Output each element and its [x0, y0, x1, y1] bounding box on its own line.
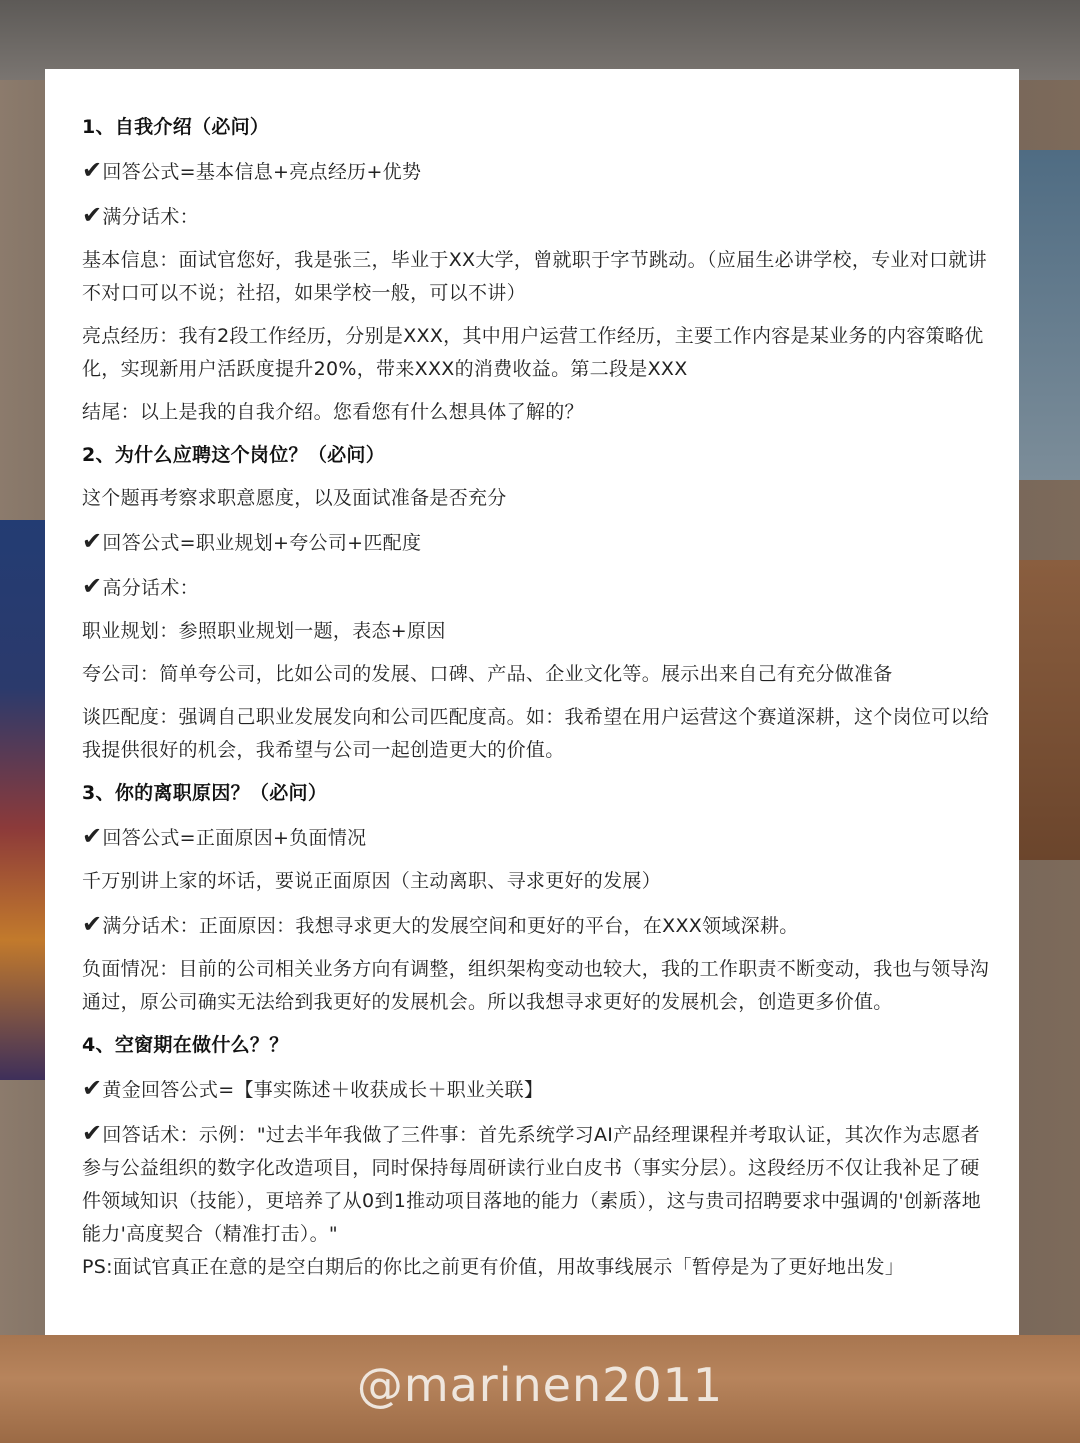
- section-heading-3: 3、你的离职原因？（必问）: [82, 782, 328, 804]
- check-item: ✔回答公式=正面原因+负面情况: [82, 822, 367, 850]
- check-icon: ✔: [82, 822, 103, 850]
- section-heading-1: 1、自我介绍（必问）: [82, 116, 270, 138]
- background-ceiling: [0, 0, 1080, 80]
- paragraph: 亮点经历：我有2段工作经历，分别是XXX，其中用户运营工作经历，主要工作内容是某业务的内容策略优化，实现新用户活跃度提升20%，带来XXX的消费收益。第二段是XXX: [82, 325, 984, 380]
- section-heading-4: 4、空窗期在做什么？？: [82, 1034, 289, 1056]
- paragraph: 千万别讲上家的坏话，要说正面原因（主动离职、寻求更好的发展）: [82, 870, 662, 892]
- background-window: [1018, 150, 1080, 480]
- check-item: ✔满分话术：: [82, 201, 199, 229]
- check-icon: ✔: [82, 1074, 103, 1102]
- check-icon: ✔: [82, 527, 103, 555]
- check-icon: ✔: [82, 572, 103, 600]
- paragraph: 基本信息：面试官您好，我是张三，毕业于XX大学，曾就职于字节跳动。（应届生必讲学校，专业对口就讲不对口可以不说；社招，如果学校一般，可以不讲）: [82, 249, 987, 304]
- check-item: ✔回答公式=基本信息+亮点经历+优势: [82, 156, 422, 184]
- check-item: ✔黄金回答公式=【事实陈述＋收获成长＋职业关联】: [82, 1074, 544, 1102]
- check-icon: ✔: [82, 156, 103, 184]
- paragraph: 夸公司：简单夸公司，比如公司的发展、口碑、产品、企业文化等。展示出来自己有充分做准备: [82, 663, 893, 685]
- paragraph: 这个题再考察求职意愿度，以及面试准备是否充分: [82, 487, 507, 509]
- check-item: ✔满分话术：正面原因：我想寻求更大的发展空间和更好的平台，在XXX领域深耕。: [82, 910, 799, 938]
- check-item: ✔回答话术：示例："过去半年我做了三件事：首先系统学习AI产品经理课程并考取认证，其次作为志愿者参与公益组织的数字化改造项目，同时保持每周研读行业白皮书（事实分层）。这段经历不仅让我补足了硬件领域知识（技能），更培养了从0到1推动项目落地的能力（素质），这与贵司招聘要求中强调的'创新落地能力'高度契合（精准打击）。": [82, 1119, 982, 1245]
- paragraph: 职业规划：参照职业规划一题，表态+原因: [82, 620, 446, 642]
- check-icon: ✔: [82, 1119, 103, 1147]
- paragraph: 负面情况：目前的公司相关业务方向有调整，组织架构变动也较大，我的工作职责不断变动，我也与领导沟通过，原公司确实无法给到我更好的发展机会。所以我想寻求更好的发展机会，创造更多价值。: [82, 958, 990, 1013]
- paragraph: 结尾：以上是我的自我介绍。您看您有什么想具体了解的？: [82, 401, 584, 423]
- paragraph: 谈匹配度：强调自己职业发展发向和公司匹配度高。如：我希望在用户运营这个赛道深耕，这个岗位可以给我提供很好的机会，我希望与公司一起创造更大的价值。: [82, 706, 990, 761]
- watermark: @marinen2011: [356, 1358, 724, 1412]
- check-icon: ✔: [82, 201, 103, 229]
- content-card: [45, 69, 1019, 1335]
- ps-note: PS:面试官真正在意的是空白期后的你比之前更有价值，用故事线展示「暂停是为了更好地出发」: [82, 1256, 905, 1278]
- background-poster: [0, 520, 45, 1080]
- check-icon: ✔: [82, 910, 103, 938]
- check-item: ✔高分话术：: [82, 572, 199, 600]
- section-heading-2: 2、为什么应聘这个岗位？（必问）: [82, 444, 386, 466]
- background-shelf: [1018, 560, 1080, 860]
- check-item: ✔回答公式=职业规划+夸公司+匹配度: [82, 527, 422, 555]
